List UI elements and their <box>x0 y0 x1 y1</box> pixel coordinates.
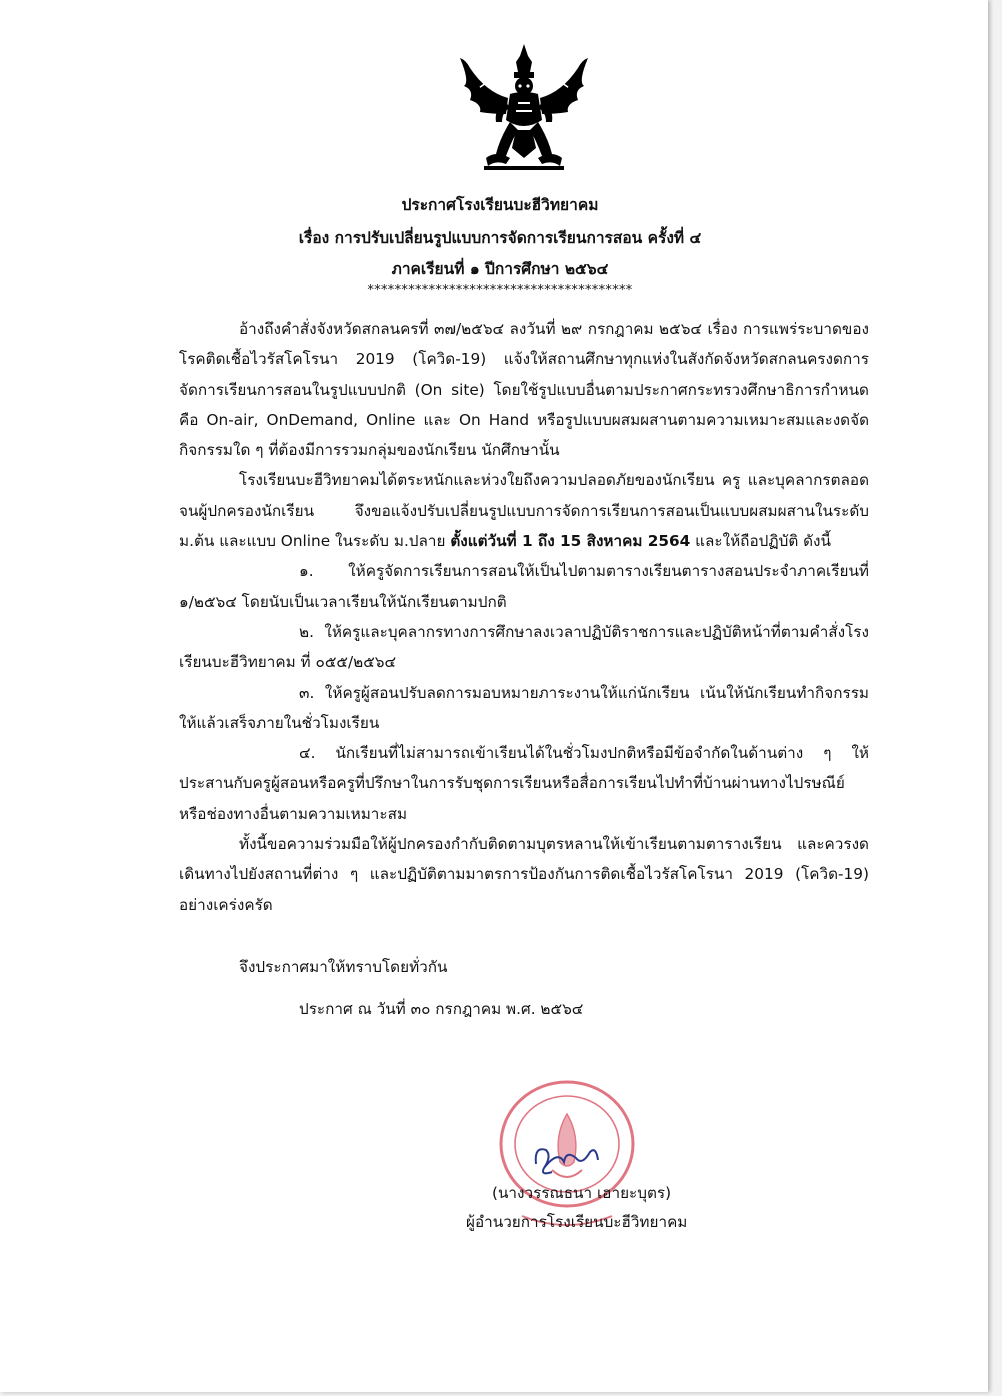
signatory-title: ผู้อำนวยการโรงเรียนบะฮีวิทยาคม <box>466 1213 688 1231</box>
paragraph-notice-dates: ตั้งแต่วันที่ 1 ถึง 15 สิงหาคม 2564 <box>450 532 691 551</box>
announcement-body <box>179 314 869 920</box>
signatory-name: (นางวรรณธนา เฮายะบุตร) <box>492 1184 672 1202</box>
paragraph-notice-end: และให้ถือปฏิบัติ ดังนี้ <box>690 532 831 551</box>
announcement-date: ประกาศ ณ วันที่ ๓๐ กรกฎาคม พ.ศ. ๒๕๖๔ <box>299 1000 584 1018</box>
paragraph-reference: อ้างถึงคำสั่งจังหวัดสกลนครที่ ๓๗/๒๕๖๔ ลงวันที่ ๒๙ กรกฎาคม ๒๕๖๔ เรื่อง การแพร่ระบาดของโรคติดเชื้อไวรัสโคโรนา 2019 (โควิด-19) แจ้งให้สถานศึกษาทุกแห่งในสังกัดจังหวัดสกลนครงดการจัดการเรียนการสอนในรูปแบบปกติ (On site) โดยใช้รูปแบบอื่นตามประกาศกระทรวงศึกษาธิการกำหนดคือ On-air, OnDemand, Online และ On Hand หรือรูปแบบผสมผสานตามความเหมาะสมและงดจัดกิจกรรมใด ๆ ที่ต้องมีการรวมกลุ่มของนักเรียน นักศึกษานั้น <box>179 320 869 460</box>
announcement-heading: ประกาศโรงเรียนบะฮีวิทยาคม <box>401 196 599 214</box>
separator-stars: *************************************** <box>367 283 633 298</box>
closing-line: จึงประกาศมาให้ทราบโดยทั่วกัน <box>239 958 448 976</box>
announcement-term: ภาคเรียนที่ ๑ ปีการศึกษา ๒๕๖๔ <box>391 260 609 278</box>
list-item-1: ๑. ให้ครูจัดการเรียนการสอนให้เป็นไปตามตารางเรียนตารางสอนประจำภาคเรียนที่ ๑/๒๕๖๔ โดยนับเป็นเวลาเรียนให้นักเรียนตามปกติ <box>179 562 869 611</box>
announcement-subject: เรื่อง การปรับเปลี่ยนรูปแบบการจัดการเรียนการสอน ครั้งที่ ๔ <box>298 229 702 247</box>
list-item-4: ๔. นักเรียนที่ไม่สามารถเข้าเรียนได้ในชั่วโมงปกติหรือมีข้อจำกัดในด้านต่าง ๆ ให้ประสานกับครูผู้สอนหรือครูที่ปรึกษาในการรับชุดการเรียนหรือสื่อการเรียนไปทำที่บ้านผ่านทางไปรษณีย์หรือช่องทางอื่นตามความเหมาะสม <box>179 744 869 823</box>
paragraph-notice <box>179 465 869 556</box>
list-item-2: ๒. ให้ครูและบุคลากรทางการศึกษาลงเวลาปฏิบัติราชการและปฏิบัติหน้าที่ตามคำสั่งโรงเรียนบะฮีวิทยาคม ที่ ๐๕๕/๒๕๖๔ <box>179 622 869 672</box>
paragraph-cooperation: ทั้งนี้ขอความร่วมมือให้ผู้ปกครองกำกับติดตามบุตรหลานให้เข้าเรียนตามตารางเรียน และควรงดเดินทางไปยังสถานที่ต่าง ๆ และปฏิบัติตามมาตรการป้องกันการติดเชื้อไวรัสโคโรนา 2019 (โควิด-19) อย่างเคร่งครัด <box>179 835 869 914</box>
paragraph-notice-text: โรงเรียนบะฮีวิทยาคมได้ตระหนักและห่วงใยถึงความปลอดภัยของนักเรียน ครู และบุคลากรตลอดจนผู้ปกครองนักเรียน จึงขอแจ้งปรับเปลี่ยนรูปแบบการจัดการเรียนการสอนเป็นแบบผสมผสานในระดับ ม.ต้น และแบบ Online ในระดับ ม.ปลาย <box>179 471 869 551</box>
garuda-emblem-icon <box>456 42 592 176</box>
list-item-3: ๓. ให้ครูผู้สอนปรับลดการมอบหมายภาระงานให้แก่นักเรียน เน้นให้นักเรียนทำกิจกรรมให้แล้วเสร็จภายในชั่วโมงเรียน <box>179 683 869 732</box>
